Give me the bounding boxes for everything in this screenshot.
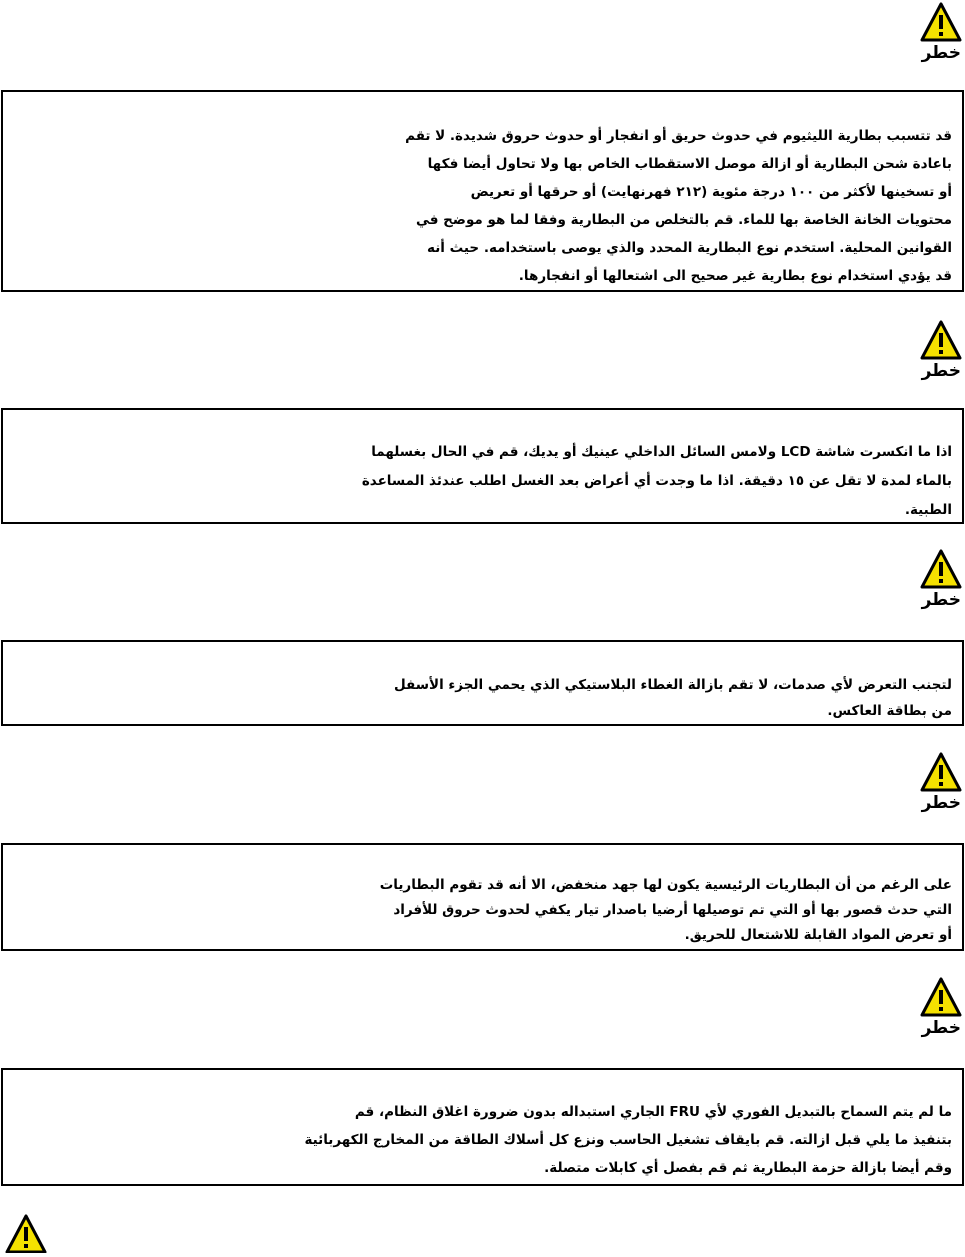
notice-line: من بطاقة العاكس.	[827, 703, 952, 719]
warning-triangle-icon	[919, 547, 963, 591]
warning-triangle-icon	[919, 318, 963, 362]
danger-notice-2	[1, 408, 964, 524]
notice-line: قد يؤدي استخدام نوع بطارية غير صحيح الى اشتعالها أو انفجارها.	[518, 268, 952, 284]
warning-triangle-icon	[919, 975, 963, 1019]
notice-line: قد تتسبب بطارية الليثيوم في حدوث حريق أو انفجار أو حدوث حروق شديدة. لا تقم	[405, 128, 952, 144]
warning-header-4	[919, 750, 963, 812]
notice-line: على الرغم من أن البطاريات الرئيسية يكون لها جهد منخفض، الا أنه قد تقوم البطاريات	[379, 877, 952, 893]
danger-label: خطر	[921, 590, 961, 610]
warning-header-3	[919, 547, 963, 609]
notice-line: بالماء لمدة لا تقل عن ١٥ دقيقة. اذا ما وجدت أي أعراض بعد الغسل اطلب عندئذ المساعدة	[361, 473, 952, 489]
notice-line: اذا ما انكسرت شاشة LCD ولامس السائل الداخلي عينيك أو يديك، قم في الحال بغسلهما	[371, 444, 952, 460]
warning-triangle-icon	[4, 1212, 48, 1253]
notice-line: محتويات الخانة الخاصة بها للماء. قم بالتخلص من البطارية وفقا لما هو موضح في	[415, 212, 952, 228]
notice-line: باعادة شحن البطارية أو ازالة موصل الاستقطاب الخاص بها ولا تحاول أيضا فكها	[427, 156, 952, 172]
danger-label: خطر	[921, 361, 961, 381]
warning-header-5	[919, 975, 963, 1037]
warning-triangle-icon	[919, 0, 963, 44]
notice-line: وقم أيضا بازالة حزمة البطارية ثم قم بفصل أي كابلات متصلة.	[544, 1160, 952, 1176]
danger-notice-1	[1, 90, 964, 292]
notice-line: التي حدث قصور بها أو التي تم توصيلها أرضيا باصدار تيار يكفي لحدوث حروق للأفراد	[393, 902, 952, 918]
notice-line: القوانين المحلية. استخدم نوع البطارية المحدد والذي يوصى باستخدامه. حيث أنه	[427, 240, 952, 256]
notice-line: لتجنب التعرض لأي صدمات، لا تقم بازالة الغطاء البلاستيكي الذي يحمي الجزء الأسفل	[393, 677, 952, 693]
warning-header-6	[4, 1212, 48, 1257]
notice-line: ما لم يتم السماح بالتبديل الفوري لأي FRU الجاري استبداله بدون ضرورة اغلاق النظام، قم	[354, 1104, 952, 1120]
danger-notice-4	[1, 843, 964, 951]
notice-line: أو تعرض المواد القابلة للاشتعال للحريق.	[684, 927, 952, 943]
warning-triangle-icon	[919, 750, 963, 794]
danger-label: خطر	[921, 1018, 961, 1038]
danger-notice-3	[1, 640, 964, 726]
warning-header-1	[919, 0, 963, 62]
warning-header-2	[919, 318, 963, 380]
notice-line: الطبية.	[904, 502, 952, 518]
danger-notice-5	[1, 1068, 964, 1186]
notice-line: أو تسخينها لأكثر من ١٠٠ درجة مئوية (٢١٢ فهرنهايت) أو حرقها أو تعريض	[470, 184, 952, 200]
notice-line: بتنفيذ ما يلي قبل ازالته. قم بايقاف تشغيل الحاسب ونزع كل أسلاك الطاقة من المخارج الكهربائية	[304, 1132, 952, 1148]
danger-label: خطر	[921, 43, 961, 63]
danger-label: خطر	[921, 793, 961, 813]
